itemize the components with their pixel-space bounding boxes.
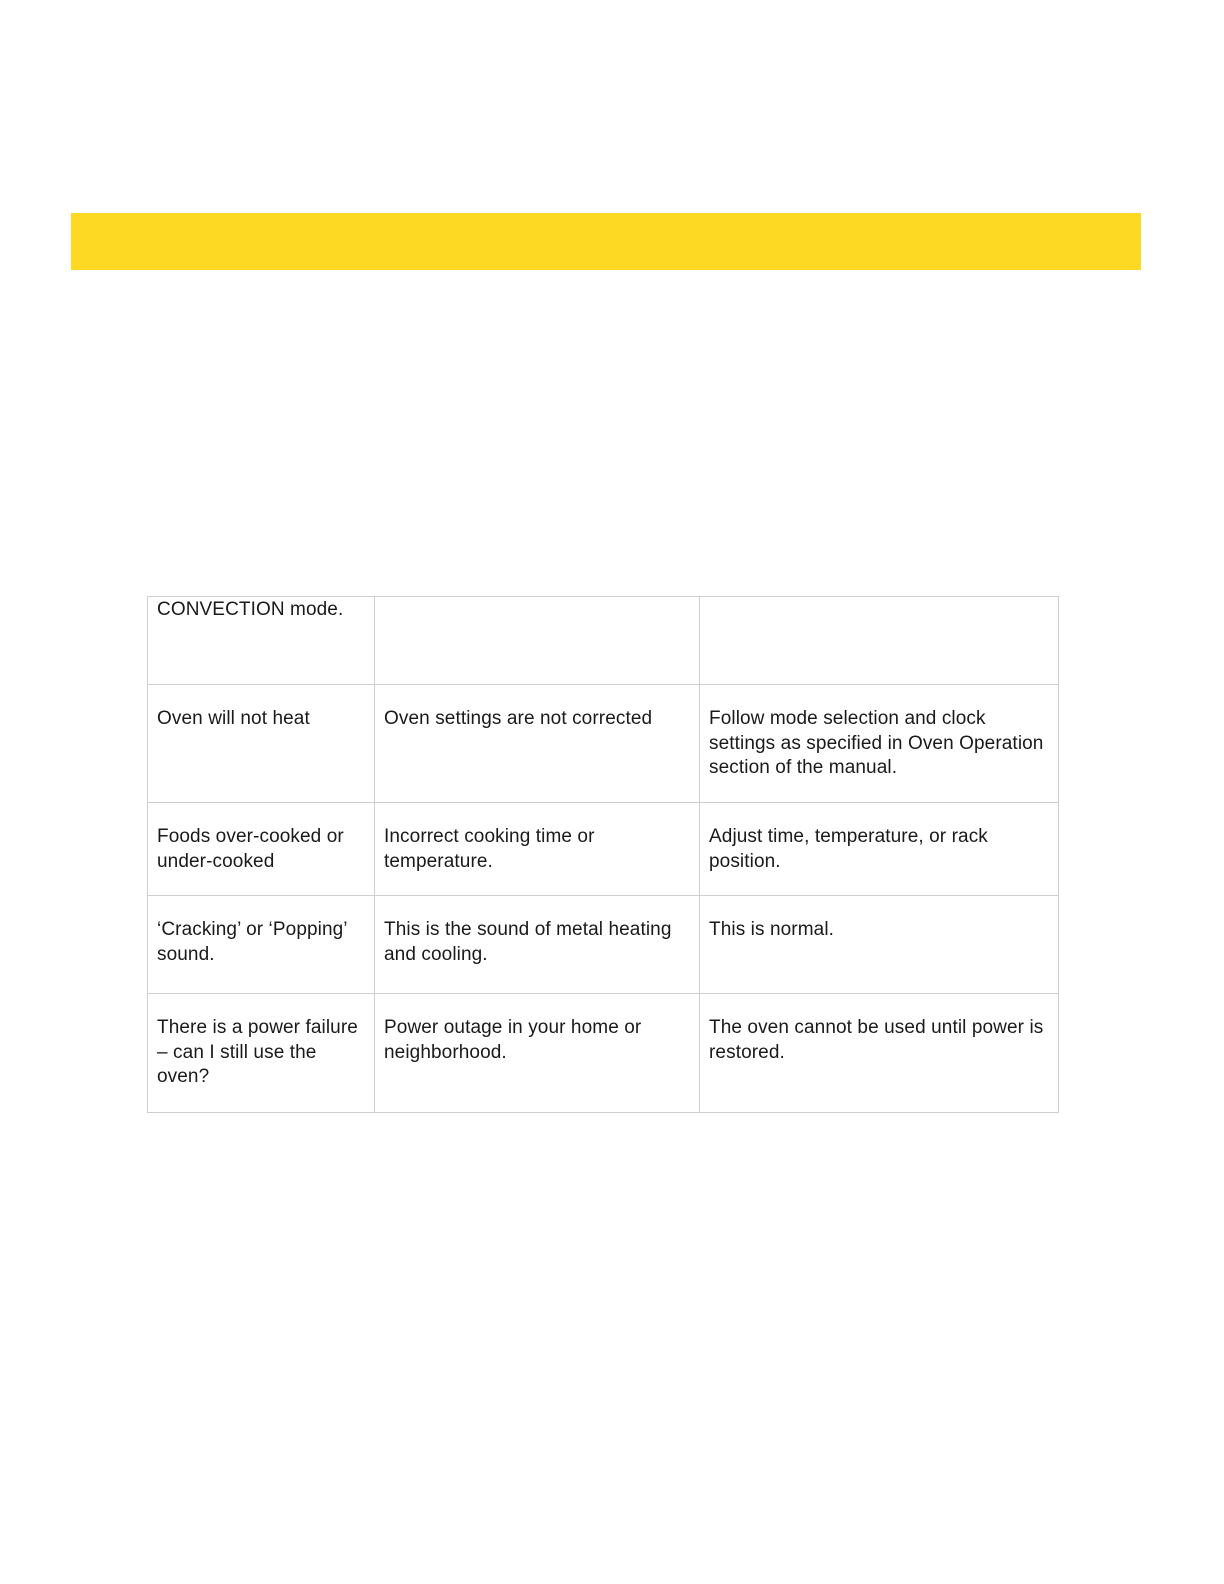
problem-cell: CONVECTION mode. bbox=[148, 597, 375, 685]
problem-cell: Foods over-cooked or under-cooked bbox=[148, 803, 375, 896]
solution-cell: This is normal. bbox=[700, 896, 1059, 994]
table-row bbox=[148, 896, 1059, 994]
cause-cell: Power outage in your home or neighborhood. bbox=[375, 994, 700, 1113]
cause-cell: Incorrect cooking time or temperature. bbox=[375, 803, 700, 896]
solution-cell: Adjust time, temperature, or rack position. bbox=[700, 803, 1059, 896]
troubleshooting-table bbox=[147, 596, 1059, 1113]
problem-cell: Oven will not heat bbox=[148, 685, 375, 803]
cause-cell: Oven settings are not corrected bbox=[375, 685, 700, 803]
table-row bbox=[148, 994, 1059, 1113]
solution-cell bbox=[700, 597, 1059, 685]
problem-cell: ‘Cracking’ or ‘Popping’ sound. bbox=[148, 896, 375, 994]
table-row bbox=[148, 597, 1059, 685]
solution-cell: The oven cannot be used until power is restored. bbox=[700, 994, 1059, 1113]
cause-cell: This is the sound of metal heating and cooling. bbox=[375, 896, 700, 994]
table-row bbox=[148, 803, 1059, 896]
header-accent-band bbox=[71, 213, 1141, 270]
solution-cell: Follow mode selection and clock settings as specified in Oven Operation section of the manual. bbox=[700, 685, 1059, 803]
cause-cell bbox=[375, 597, 700, 685]
problem-cell: There is a power failure – can I still use the oven? bbox=[148, 994, 375, 1113]
table-row bbox=[148, 685, 1059, 803]
